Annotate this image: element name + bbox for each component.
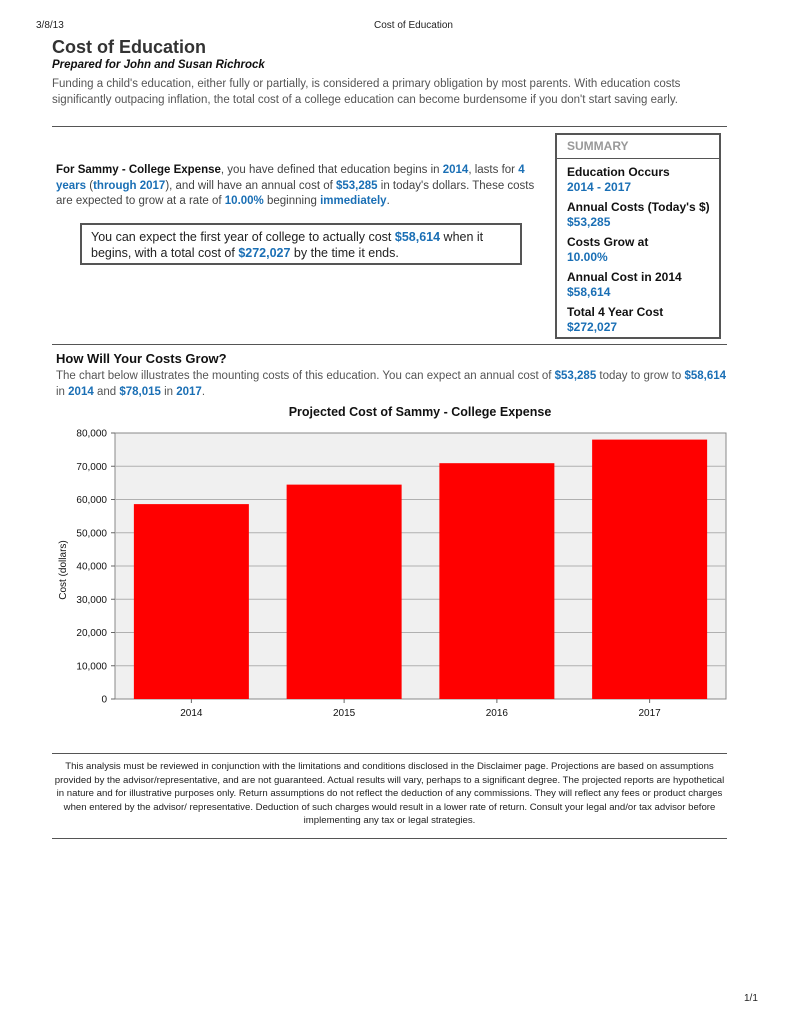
y-axis-label: Cost (dollars) bbox=[58, 540, 69, 600]
divider bbox=[52, 126, 727, 127]
intro-text: Funding a child's education, either fully or partially, is considered a primary obligation by most parents. With education costs significantly outpacing inflation, the total cost of a college education can become burdensome if you don't start saving early. bbox=[52, 78, 681, 106]
desc-text: in today's dollars. These costs are expected to grow at a rate of bbox=[56, 179, 535, 207]
growth-text: and bbox=[93, 385, 120, 398]
y-tick-label: 40,000 bbox=[76, 561, 107, 573]
print-title: Cost of Education bbox=[374, 20, 453, 31]
divider bbox=[52, 838, 727, 839]
y-tick-label: 70,000 bbox=[76, 461, 107, 473]
disclaimer: This analysis must be reviewed in conjunction with the limitations and conditions disclosed in the Disclaimer page. Projections are based on assumptions provided by the advisor/representative, and are not guaranteed. Actual results will vary, perhaps to a significant degree. The projected reports are hypothetical in nature and for illustrative purposes only. Return assumptions do not reflect the deduction of any commissions. They will reflect any fees or product charges when entered by the advisor/ representative. Deduction of such charges would result in a lower rate of return. Consult your legal and/or tax advisor before implementing any tax or legal strategies. bbox=[54, 761, 725, 827]
summary-value: $53,285 bbox=[567, 215, 611, 229]
page-title: Cost of Education bbox=[52, 37, 206, 57]
start-year: 2014 bbox=[442, 164, 469, 176]
callout-text: You can expect the first year of college to actually cost bbox=[91, 230, 395, 244]
y-tick-label: 60,000 bbox=[76, 495, 107, 506]
desc-text: ), and will have an annual cost of bbox=[165, 179, 336, 192]
x-tick-label: 2015 bbox=[333, 708, 356, 719]
total-cost: $272,027 bbox=[238, 246, 291, 260]
growth-text: . bbox=[201, 385, 206, 398]
summary-item bbox=[557, 235, 719, 265]
desc-text: , you have defined that education begins in bbox=[220, 164, 443, 176]
summary-box bbox=[555, 133, 721, 339]
y-tick-label: 50,000 bbox=[76, 528, 107, 540]
growth-description bbox=[56, 369, 726, 400]
divider bbox=[52, 753, 727, 754]
x-tick-label: 2016 bbox=[485, 708, 508, 719]
bar bbox=[439, 463, 554, 699]
cost-chart bbox=[40, 420, 740, 730]
y-tick-label: 0 bbox=[101, 694, 107, 706]
desc-text: , lasts for bbox=[468, 164, 519, 176]
first-cost: $58,614 bbox=[684, 370, 727, 382]
last-cost: $78,015 bbox=[119, 385, 161, 398]
growth-text: today to grow to bbox=[596, 370, 685, 382]
growth-text: The chart below illustrates the mounting costs of this education. You can expect an annual cost of bbox=[56, 370, 555, 382]
bar bbox=[592, 440, 707, 699]
duration: 4 years bbox=[56, 164, 525, 192]
section-title: How Will Your Costs Grow? bbox=[56, 351, 227, 366]
bar bbox=[134, 504, 249, 699]
beginning: immediately bbox=[320, 195, 387, 207]
divider bbox=[52, 344, 727, 345]
summary-label: Education Occurs bbox=[567, 165, 670, 179]
summary-item bbox=[557, 270, 719, 300]
summary-label: Annual Costs (Today's $) bbox=[567, 200, 710, 214]
print-date: 3/8/13 bbox=[36, 20, 64, 31]
growth-text: in bbox=[160, 385, 177, 398]
summary-label: Annual Cost in 2014 bbox=[567, 270, 682, 284]
summary-label: Total 4 Year Cost bbox=[567, 305, 664, 319]
page-number: 1/1 bbox=[744, 993, 758, 1004]
desc-text: beginning bbox=[263, 195, 321, 207]
prepared-for: Prepared for John and Susan Richrock bbox=[52, 59, 265, 71]
growth-rate: 10.00% bbox=[224, 195, 264, 207]
cost-callout bbox=[80, 223, 522, 265]
x-tick-label: 2017 bbox=[638, 708, 661, 719]
summary-value: 2014 - 2017 bbox=[567, 180, 632, 194]
today-cost: $53,285 bbox=[554, 370, 597, 382]
summary-item bbox=[557, 305, 719, 335]
chart-title: Projected Cost of Sammy - College Expense bbox=[288, 405, 552, 419]
y-tick-label: 80,000 bbox=[76, 428, 107, 440]
summary-value: 10.00% bbox=[567, 250, 608, 264]
last-year: 2017 bbox=[176, 385, 202, 398]
through-year: through 2017 bbox=[93, 179, 166, 192]
y-tick-label: 30,000 bbox=[76, 594, 107, 606]
summary-label: Costs Grow at bbox=[567, 235, 649, 249]
callout-text: by the time it ends. bbox=[290, 246, 399, 260]
desc-text: ( bbox=[86, 179, 94, 192]
growth-text: in bbox=[56, 385, 69, 398]
summary-item bbox=[557, 165, 719, 195]
x-tick-label: 2014 bbox=[180, 708, 203, 719]
summary-value: $58,614 bbox=[567, 285, 611, 299]
goal-name: For Sammy - College Expense bbox=[56, 164, 221, 176]
y-tick-label: 10,000 bbox=[76, 661, 107, 673]
summary-value: $272,027 bbox=[567, 320, 618, 334]
summary-heading: SUMMARY bbox=[557, 135, 719, 159]
desc-text: . bbox=[386, 195, 390, 207]
annual-cost: $53,285 bbox=[336, 179, 378, 192]
y-tick-label: 20,000 bbox=[76, 628, 107, 639]
bar bbox=[287, 485, 402, 699]
first-year: 2014 bbox=[68, 385, 94, 398]
goal-description bbox=[56, 163, 536, 210]
chart-layer bbox=[76, 429, 726, 720]
first-year-cost: $58,614 bbox=[394, 230, 441, 244]
callout-text: when it begins, with a total cost of bbox=[91, 230, 484, 260]
summary-item bbox=[557, 200, 719, 230]
